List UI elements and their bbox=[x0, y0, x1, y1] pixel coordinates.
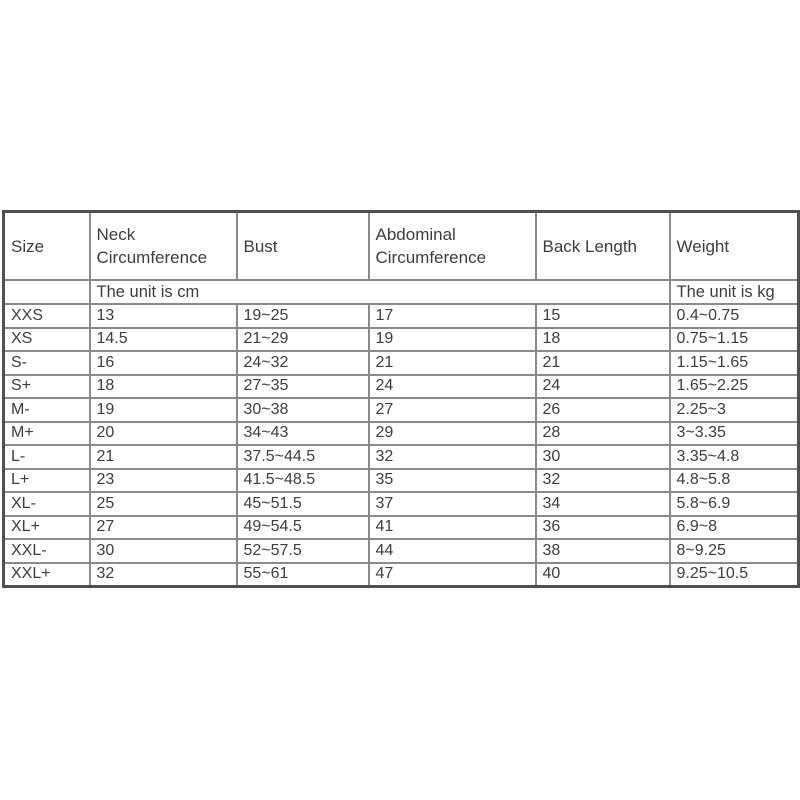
cell-neck: 23 bbox=[90, 469, 237, 493]
table-row-m-plus bbox=[4, 422, 799, 446]
unit-row-empty-cell bbox=[4, 280, 90, 304]
cell-bust: 49~54.5 bbox=[237, 516, 369, 540]
cell-abdominal: 44 bbox=[369, 539, 536, 563]
cell-back-length: 18 bbox=[536, 328, 670, 352]
unit-kg-cell: The unit is kg bbox=[670, 280, 799, 304]
cell-neck: 27 bbox=[90, 516, 237, 540]
cell-bust: 21~29 bbox=[237, 328, 369, 352]
table-row-l-minus bbox=[4, 445, 799, 469]
table-row-xxl-plus bbox=[4, 563, 799, 587]
cell-back-length: 38 bbox=[536, 539, 670, 563]
cell-back-length: 36 bbox=[536, 516, 670, 540]
cell-weight: 0.4~0.75 bbox=[670, 304, 799, 328]
cell-bust: 45~51.5 bbox=[237, 492, 369, 516]
cell-weight: 4.8~5.8 bbox=[670, 469, 799, 493]
cell-bust: 19~25 bbox=[237, 304, 369, 328]
cell-weight: 1.65~2.25 bbox=[670, 375, 799, 399]
cell-back-length: 15 bbox=[536, 304, 670, 328]
cell-size: XL- bbox=[4, 492, 90, 516]
cell-size: S+ bbox=[4, 375, 90, 399]
table-body bbox=[4, 304, 799, 587]
cell-abdominal: 47 bbox=[369, 563, 536, 587]
table-row-m-minus bbox=[4, 398, 799, 422]
column-header-weight: Weight bbox=[670, 212, 799, 281]
table-row-xs bbox=[4, 328, 799, 352]
cell-size: XXL- bbox=[4, 539, 90, 563]
unit-cm-cell: The unit is cm bbox=[90, 280, 670, 304]
cell-neck: 32 bbox=[90, 563, 237, 587]
unit-row bbox=[4, 280, 799, 304]
column-header-bust: Bust bbox=[237, 212, 369, 281]
cell-bust: 52~57.5 bbox=[237, 539, 369, 563]
cell-weight: 3.35~4.8 bbox=[670, 445, 799, 469]
cell-neck: 25 bbox=[90, 492, 237, 516]
cell-neck: 19 bbox=[90, 398, 237, 422]
size-chart-table bbox=[2, 210, 800, 588]
table-row-s-plus bbox=[4, 375, 799, 399]
cell-neck: 13 bbox=[90, 304, 237, 328]
table-header bbox=[4, 212, 799, 281]
cell-weight: 5.8~6.9 bbox=[670, 492, 799, 516]
table-row-xl-plus bbox=[4, 516, 799, 540]
column-header-back-length: Back Length bbox=[536, 212, 670, 281]
cell-weight: 0.75~1.15 bbox=[670, 328, 799, 352]
cell-neck: 30 bbox=[90, 539, 237, 563]
header-row bbox=[4, 212, 799, 281]
cell-back-length: 40 bbox=[536, 563, 670, 587]
cell-weight: 1.15~1.65 bbox=[670, 351, 799, 375]
cell-abdominal: 27 bbox=[369, 398, 536, 422]
cell-size: S- bbox=[4, 351, 90, 375]
cell-neck: 21 bbox=[90, 445, 237, 469]
cell-abdominal: 35 bbox=[369, 469, 536, 493]
table-row-l-plus bbox=[4, 469, 799, 493]
cell-size: L+ bbox=[4, 469, 90, 493]
table-row-xxl-minus bbox=[4, 539, 799, 563]
cell-size: XXL+ bbox=[4, 563, 90, 587]
cell-size: L- bbox=[4, 445, 90, 469]
column-header-size: Size bbox=[4, 212, 90, 281]
cell-abdominal: 21 bbox=[369, 351, 536, 375]
cell-weight: 6.9~8 bbox=[670, 516, 799, 540]
cell-bust: 27~35 bbox=[237, 375, 369, 399]
cell-bust: 30~38 bbox=[237, 398, 369, 422]
cell-back-length: 24 bbox=[536, 375, 670, 399]
cell-abdominal: 24 bbox=[369, 375, 536, 399]
cell-weight: 2.25~3 bbox=[670, 398, 799, 422]
cell-back-length: 26 bbox=[536, 398, 670, 422]
cell-bust: 55~61 bbox=[237, 563, 369, 587]
cell-size: XXS bbox=[4, 304, 90, 328]
cell-neck: 20 bbox=[90, 422, 237, 446]
cell-abdominal: 19 bbox=[369, 328, 536, 352]
cell-size: M- bbox=[4, 398, 90, 422]
cell-bust: 34~43 bbox=[237, 422, 369, 446]
cell-neck: 14.5 bbox=[90, 328, 237, 352]
cell-bust: 37.5~44.5 bbox=[237, 445, 369, 469]
cell-weight: 3~3.35 bbox=[670, 422, 799, 446]
column-header-abdominal-circumference: Abdominal Circumference bbox=[369, 212, 536, 281]
cell-weight: 8~9.25 bbox=[670, 539, 799, 563]
cell-abdominal: 41 bbox=[369, 516, 536, 540]
cell-back-length: 34 bbox=[536, 492, 670, 516]
cell-neck: 18 bbox=[90, 375, 237, 399]
cell-size: XL+ bbox=[4, 516, 90, 540]
cell-back-length: 28 bbox=[536, 422, 670, 446]
cell-bust: 41.5~48.5 bbox=[237, 469, 369, 493]
cell-abdominal: 29 bbox=[369, 422, 536, 446]
cell-weight: 9.25~10.5 bbox=[670, 563, 799, 587]
cell-abdominal: 37 bbox=[369, 492, 536, 516]
cell-neck: 16 bbox=[90, 351, 237, 375]
cell-size: M+ bbox=[4, 422, 90, 446]
cell-bust: 24~32 bbox=[237, 351, 369, 375]
table-row-xl-minus bbox=[4, 492, 799, 516]
cell-abdominal: 17 bbox=[369, 304, 536, 328]
cell-back-length: 32 bbox=[536, 469, 670, 493]
column-header-neck-circumference: Neck Circumference bbox=[90, 212, 237, 281]
cell-size: XS bbox=[4, 328, 90, 352]
table-row-s-minus bbox=[4, 351, 799, 375]
table-row-xxs bbox=[4, 304, 799, 328]
cell-back-length: 21 bbox=[536, 351, 670, 375]
cell-abdominal: 32 bbox=[369, 445, 536, 469]
cell-back-length: 30 bbox=[536, 445, 670, 469]
